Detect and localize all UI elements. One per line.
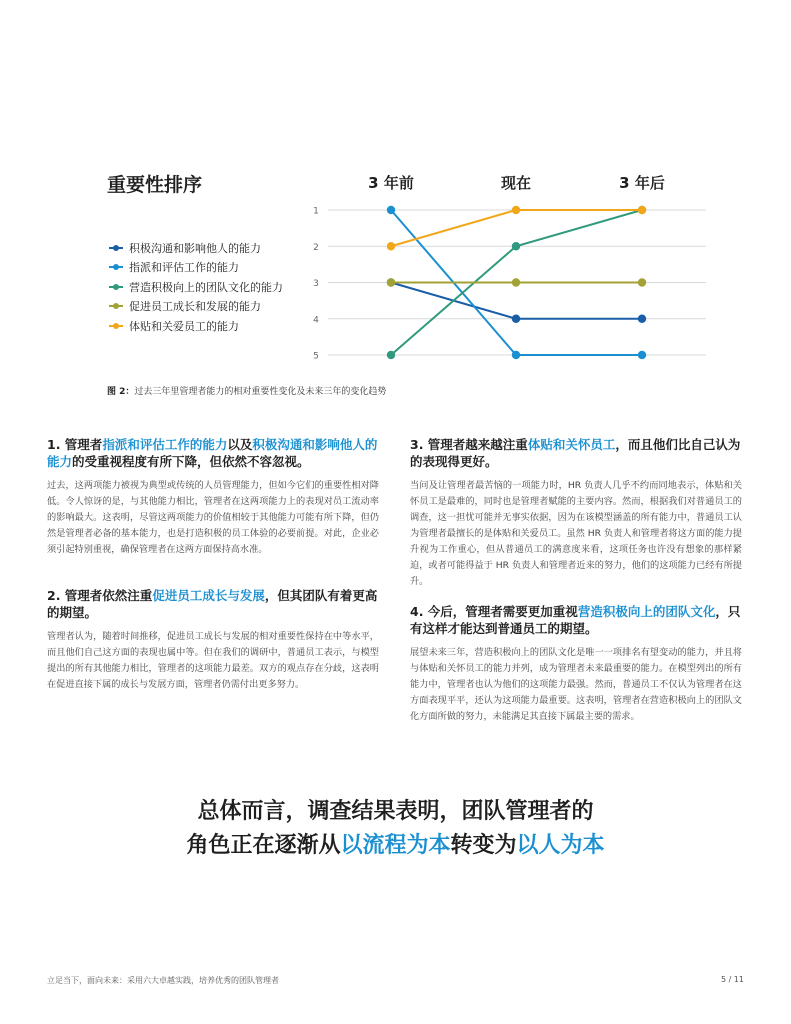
column-header-now: 现在 (500, 174, 531, 192)
caption-label: 图 2： (107, 387, 135, 397)
legend-item-2 (109, 258, 283, 278)
series-3-point-1 (387, 351, 395, 359)
figure-caption (107, 384, 386, 397)
section-3-heading: 3. 管理者越来越注重体贴和关怀员工，而且他们比自己认为的表现得更好。 (410, 437, 741, 469)
section-4-body: 展望未来三年，营造积极向上的团队文化是唯一一项排名有望变动的能力，并且将与体贴和关怀员工的能力并列，成为管理者未来最重要的能力。在模型列出的所有能力中，管理者也认为他们的这项能力最强。然而，普通员工不仅认为管理者在这方面表现平平，还认为这项能力最重要。这表明，管理者在营造积极向上的团队文化方面所做的努力，未能满足其直接下属最主要的需求。 (410, 647, 742, 722)
series-2-point-2 (512, 351, 520, 359)
rank-tick-label: 4 (313, 315, 319, 326)
legend-label: 积极沟通和影响他人的能力 (129, 241, 261, 255)
rank-tick-label: 5 (313, 351, 319, 362)
caption-text: 过去三年里管理者能力的相对重要性变化及未来三年的变化趋势 (134, 387, 387, 397)
chart-title: 重要性排序 (107, 174, 203, 196)
footer-title: 立足当下，面向未来：采用六大卓越实践，培养优秀的团队管理者 (47, 976, 279, 985)
legend-item-5 (109, 316, 283, 336)
legend-marker (109, 282, 123, 292)
legend-marker (109, 262, 123, 272)
series-4-point-2 (512, 278, 520, 286)
legend-label: 指派和评估工作的能力 (129, 261, 239, 275)
legend-label: 营造积极向上的团队文化的能力 (129, 280, 283, 294)
page-number: 5 / 11 (720, 975, 744, 984)
section-4 (410, 603, 742, 725)
rank-tick-label: 1 (313, 206, 319, 217)
legend-item-1 (109, 238, 283, 258)
series-1-point-2 (512, 315, 520, 323)
section-2-body: 管理者认为，随着时间推移，促进员工成长与发展的相对重要性保持在中等水平，而且他们自己这方面的表现也属中等。但在我们的调研中，普通员工表示，与模型提出的所有其他能力相比，管理者的这项能力最差。双方的观点存在分歧，这表明在促进直接下属的成长与发展方面，管理者仍需付出更多努力。 (47, 631, 379, 690)
legend-marker (109, 301, 123, 311)
section-3 (410, 436, 742, 590)
series-1-point-3 (638, 315, 646, 323)
pull-quote-line-2: 角色正在逐渐从以流程为本转变为以人为本 (186, 833, 605, 858)
series-5-point-3 (638, 206, 646, 214)
section-2 (47, 587, 379, 693)
pull-quote-line-1: 总体而言，调查结果表明，团队管理者的 (197, 799, 594, 824)
section-4-heading: 4. 今后，管理者需要更加重视营造积极向上的团队文化，只有这样才能达到普通员工的期望。 (410, 604, 741, 636)
legend-item-3 (109, 277, 283, 297)
rank-tick-label: 2 (313, 242, 319, 253)
legend-label: 促进员工成长和发展的能力 (129, 300, 261, 314)
series-5-point-1 (387, 242, 395, 250)
series-4-point-1 (387, 278, 395, 286)
section-2-heading: 2. 管理者依然注重促进员工成长与发展，但其团队有着更高的期望。 (47, 588, 378, 620)
column-header-3-years-ago: 3 年前 (368, 174, 414, 192)
legend-item-4 (109, 297, 283, 317)
series-5-point-2 (512, 206, 520, 214)
legend-marker (109, 243, 123, 253)
series-2-point-1 (387, 206, 395, 214)
legend-marker (109, 321, 123, 331)
section-1 (47, 436, 379, 558)
series-3-point-2 (512, 242, 520, 250)
legend-label: 体贴和关爱员工的能力 (129, 319, 239, 333)
series-4-point-3 (638, 278, 646, 286)
column-header-3-years-later: 3 年后 (619, 174, 665, 192)
rank-tick-label: 3 (313, 279, 319, 289)
section-3-body: 当问及让管理者最苦恼的一项能力时，HR 负责人几乎不约而同地表示，体贴和关怀员工是最难的，同时也是管理者赋能的主要内容。然而，根据我们对普通员工的调查，这一担忧可能并无事实依据，因为在该模型涵盖的所有能力中，普通员工认为管理者最擅长的是体贴和关爱员工。虽然 HR 负责人和管理者将这方面的能力提升视为工作重心，但从普通员工的满意度来看，这项任务也许没有想象的那样紧迫，或者可能得益于 HR 负责人和管理者近来的努力，他们的这项能力已经有所提升。 (410, 480, 742, 587)
section-1-heading: 1. 管理者指派和评估工作的能力以及积极沟通和影响他人的能力的受重视程度有所下降，但依然不容忽视。 (47, 437, 378, 469)
series-2-point-3 (638, 351, 646, 359)
chart-legend (109, 238, 283, 336)
section-1-body: 过去，这两项能力被视为典型或传统的人员管理能力，但如今它们的重要性相对降低。令人惊讶的是，与其他能力相比，管理者在这两项能力上的表现对员工流动率的影响最大。这表明，尽管这两项能力的价值相较于其他能力可能有所下降，但仍然是管理者必备的基本能力，也是打造积极的员工体验的必要前提。对此，企业必须引起特别重视，确保管理者在这两方面保持高水准。 (47, 480, 379, 555)
series-line-5 (391, 210, 642, 246)
series-line-1 (391, 283, 642, 319)
